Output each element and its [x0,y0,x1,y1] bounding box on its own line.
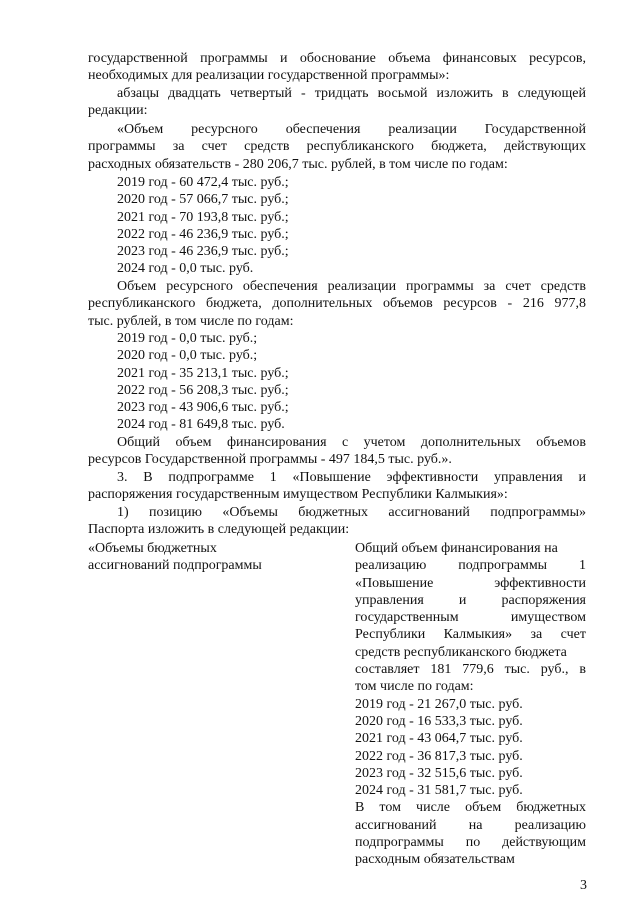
total-financing-paragraph [88,434,586,469]
text-line: республиканского бюджета, дополнительных объемов ресурсов - 216 977,8 [88,296,586,312]
year-line: 2023 год - 32 515,6 тыс. руб. [355,765,523,781]
year-line: 2024 год - 0,0 тыс. руб. [117,261,254,277]
text-line: Объем ресурсного обеспечения реализации программы за счет средств [117,279,586,294]
text-line: управления и распоряжения [355,592,586,608]
text-line: подпрограммы по действующим [355,835,586,851]
text-line: государственным имуществом [355,610,586,626]
item-3-paragraph [88,469,586,504]
resource-paragraph [88,121,586,173]
year-line: 2020 год - 57 066,7 тыс. руб.; [117,192,289,208]
row-label-line: ассигнований подпрограммы [88,558,262,574]
year-line: 2024 год - 81 649,8 тыс. руб. [117,417,285,433]
year-line: 2021 год - 43 064,7 тыс. руб. [355,731,523,747]
text-line: программы за счет средств республиканского бюджета, действующих [88,139,586,155]
year-line: 2022 год - 36 817,3 тыс. руб. [355,748,523,764]
text-line: необходимых для реализации государственной программы»: [88,68,450,84]
year-line: 2023 год - 43 906,6 тыс. руб.; [117,400,289,416]
text-line: Республики Калмыкия» за счет [355,627,586,643]
year-line: 2021 год - 70 193,8 тыс. руб.; [117,209,289,225]
year-line: 2023 год - 46 236,9 тыс. руб.; [117,244,289,260]
year-line: 2024 год - 31 581,7 тыс. руб. [355,783,523,799]
text-line: расходных обязательств - 280 206,7 тыс. рублей, в том числе по годам: [88,156,508,172]
year-line: 2019 год - 60 472,4 тыс. руб.; [117,175,289,190]
row-label-line: «Объемы бюджетных [88,541,217,556]
text-line: тыс. рублей, в том числе по годам: [88,313,294,329]
year-line: 2020 год - 16 533,3 тыс. руб. [355,713,523,729]
text-line: 1) позицию «Объемы бюджетных ассигнований подпрограммы» [117,505,586,520]
text-line: абзацы двадцать четвертый - тридцать восьмой изложить в следующей [117,86,586,101]
passport-left-column [88,540,338,575]
text-line: Общий объем финансирования на [355,541,558,556]
year-line: 2019 год - 0,0 тыс. руб.; [117,331,258,346]
text-line: распоряжения государственным имуществом Республики Калмыкия»: [88,487,508,503]
text-line: «Повышение эффективности [355,575,586,591]
text-line: «Объем ресурсного обеспечения реализации Государственной [117,122,586,137]
text-line: В том числе объем бюджетных [355,800,586,816]
text-line: 3. В подпрограмме 1 «Повышение эффективности управления и [117,470,586,485]
text-line: ассигнований на реализацию [355,817,586,833]
year-line: 2022 год - 46 236,9 тыс. руб.; [117,226,289,242]
text-line: Паспорта изложить в следующей редакции: [88,522,350,538]
text-line: том числе по годам: [355,679,474,695]
page-number: 3 [580,878,587,893]
text-line: расходным обязательствам [355,852,515,868]
text-line: составляет 181 779,6 тыс. руб., в [355,662,586,678]
amendment-paragraph [88,85,586,120]
years-list-current [88,174,586,278]
text-line: реализацию подпрограммы 1 [355,558,586,574]
intro-paragraph [88,50,586,85]
text-line: Общий объем финансирования с учетом дополнительных объемов [117,435,586,450]
year-line: 2022 год - 56 208,3 тыс. руб.; [117,382,289,398]
item-3-1-paragraph [88,504,586,539]
text-line: средств республиканского бюджета [355,644,567,660]
text-line: ресурсов Государственной программы - 497 184,5 тыс. руб.». [88,452,452,468]
additional-resources-paragraph [88,278,586,330]
text-line: редакции: [88,103,148,119]
text-line: государственной программы и обоснование объема финансовых ресурсов, [88,51,586,66]
year-line: 2021 год - 35 213,1 тыс. руб.; [117,365,289,381]
passport-right-column [355,540,586,869]
year-line: 2020 год - 0,0 тыс. руб.; [117,348,258,364]
year-line: 2019 год - 21 267,0 тыс. руб. [355,696,523,712]
years-list-additional [88,330,586,434]
